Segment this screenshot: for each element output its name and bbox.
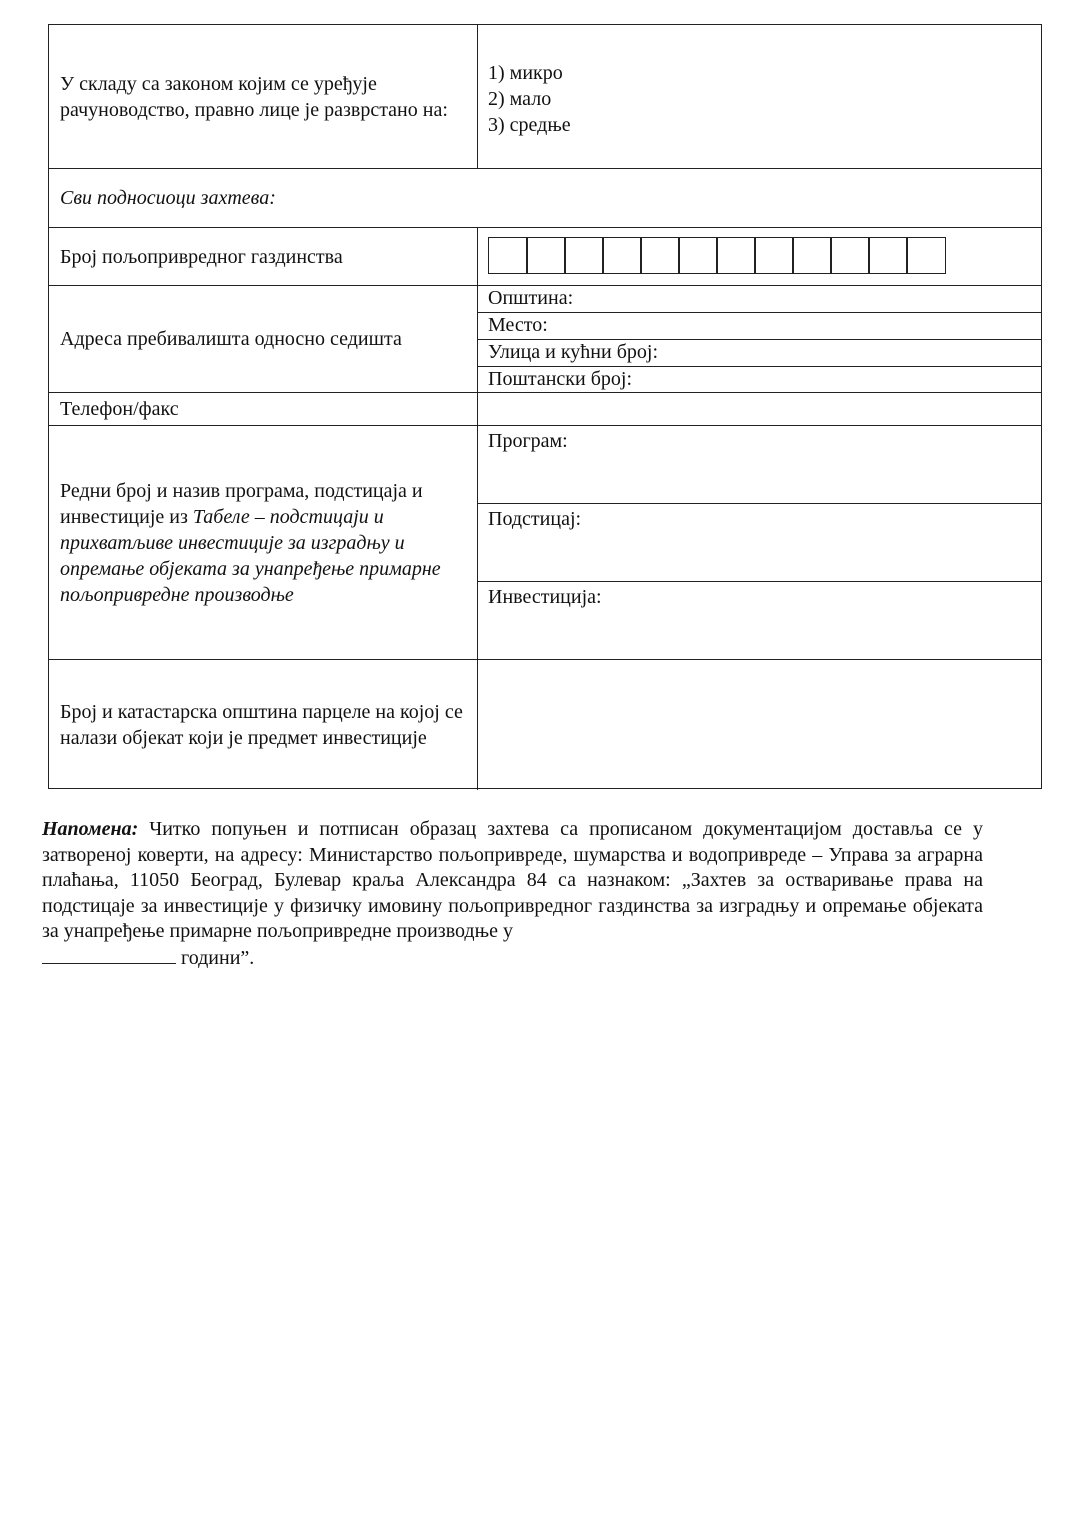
row-program — [49, 426, 1041, 660]
incentive-field[interactable]: Подстицај: — [478, 504, 1041, 582]
note-label: Напомена: — [42, 818, 139, 840]
note-ending: години”. — [176, 946, 255, 969]
investment-field[interactable]: Инвестиција: — [488, 586, 602, 608]
option-small: 2) мало — [488, 88, 552, 110]
farm-number-digit-box[interactable] — [792, 237, 832, 274]
option-micro: 1) микро — [488, 62, 563, 84]
farm-number-digit-box[interactable] — [906, 237, 946, 274]
program-field[interactable]: Програм: — [478, 426, 1041, 504]
farm-number-input[interactable] — [478, 228, 1041, 285]
farm-number-digit-box[interactable] — [526, 237, 566, 274]
farm-number-digit-box[interactable] — [868, 237, 908, 274]
application-form-table — [48, 24, 1042, 789]
postal-code-field[interactable]: Поштански број: — [488, 368, 632, 390]
municipality-field[interactable]: Општина: — [478, 286, 1041, 313]
farm-number-digit-box[interactable] — [754, 237, 794, 274]
farm-number-digit-boxes[interactable] — [488, 237, 944, 274]
farm-number-digit-box[interactable] — [602, 237, 642, 274]
row-farm-number — [49, 228, 1041, 286]
note-text: Читко попуњен и потписан образац захтева са прописаном документацијом доставља се у затвореној коверти, на адресу: Министарство пољопривреде, шумарства и водопривреде – Управа за аграрна плаћања, 11050 Београд, Булевар краља Александра 84 са назнаком: „Захтев за остваривање права на подстицаје за инвестиције у физичку имовину пољопривредног газдинства за изградњу и опремање објеката за унапређење примарне пољопривредне производње у — [42, 818, 983, 942]
row-classification — [49, 25, 1041, 169]
program-label — [49, 426, 478, 659]
year-blank-line[interactable] — [42, 945, 176, 964]
row-address — [49, 286, 1041, 393]
option-medium: 3) средње — [488, 114, 571, 136]
phone-label: Телефон/факс — [49, 393, 478, 425]
farm-number-digit-box[interactable] — [488, 237, 528, 274]
row-parcel — [49, 660, 1041, 790]
classification-label: У складу са законом којим се уређује рачуноводство, правно лице је разврстано на: — [49, 25, 478, 168]
place-field[interactable]: Место: — [478, 313, 1041, 340]
all-applicants-heading: Сви подносиоци захтева: — [60, 186, 276, 209]
street-number-field[interactable]: Улица и кућни број: — [478, 340, 1041, 367]
classification-options — [478, 25, 1041, 168]
address-fields — [478, 286, 1041, 392]
parcel-field[interactable] — [478, 660, 1041, 790]
row-all-applicants — [49, 169, 1041, 228]
row-phone — [49, 393, 1041, 426]
note-paragraph — [42, 817, 983, 971]
farm-number-label: Број пољопривредног газдинства — [49, 228, 478, 285]
farm-number-digit-box[interactable] — [830, 237, 870, 274]
farm-number-digit-box[interactable] — [640, 237, 680, 274]
phone-field[interactable] — [478, 393, 1041, 425]
program-fields — [478, 426, 1041, 659]
parcel-label: Број и катастарска општина парцеле на којој се налази објекат који је предмет инвестиције — [49, 660, 478, 790]
program-label-plain: Редни број и назив програма, подстицаја и инвестиције из — [60, 479, 423, 528]
farm-number-digit-box[interactable] — [678, 237, 718, 274]
address-label: Адреса пребивалишта односно седишта — [49, 286, 478, 392]
program-label-italic: Табеле – подстицаји и прихватљиве инвестиције за изградњу и опремање објеката за унапређење примарне пољопривредне производње — [60, 505, 441, 606]
farm-number-digit-box[interactable] — [564, 237, 604, 274]
farm-number-digit-box[interactable] — [716, 237, 756, 274]
